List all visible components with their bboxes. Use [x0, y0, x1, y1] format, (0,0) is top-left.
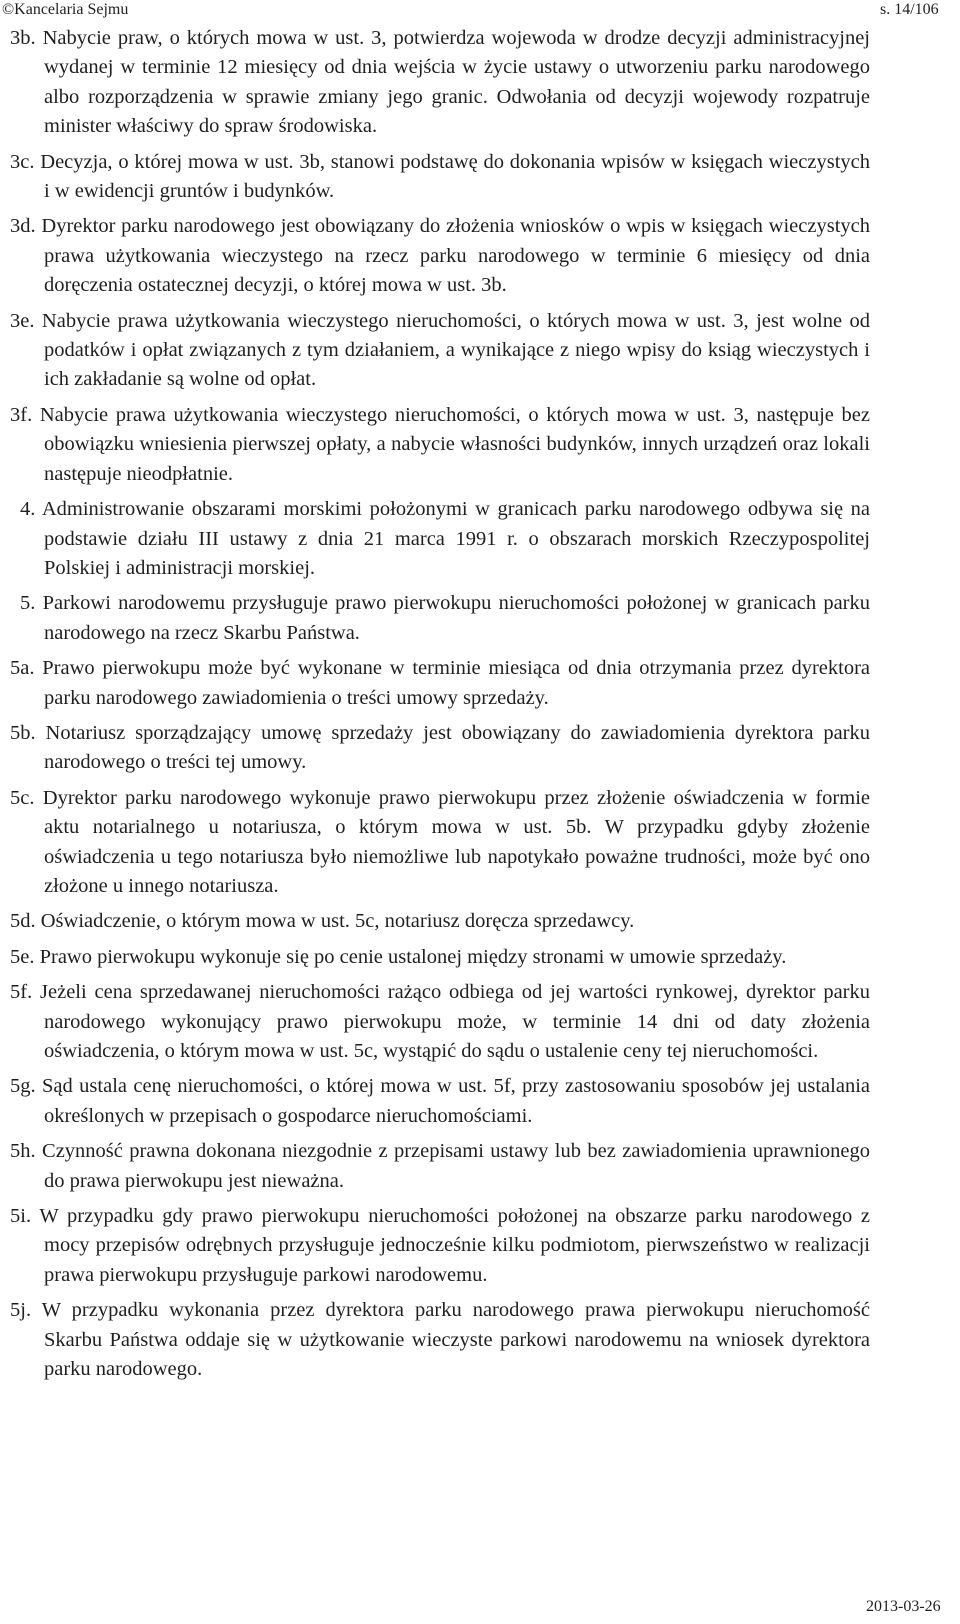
paragraph-5d [10, 907, 870, 936]
paragraph-5c [10, 784, 870, 902]
paragraph-text: W przypadku gdy prawo pierwokupu nieruchomości położonej na obszarze parku narodowego z mocy przepisów odrębnych przysługuje jednocześnie kilku podmiotom, pierwszeństwo w realizacji prawa pierwokupu przysługuje parkowi narodowemu. [39, 1205, 870, 1286]
paragraph-text: Czynność prawna dokonana niezgodnie z przepisami ustawy lub bez zawiadomienia uprawnionego do prawa pierwokupu jest nieważna. [42, 1140, 870, 1192]
paragraph-text: Nabycie prawa użytkowania wieczystego nieruchomości, o których mowa w ust. 3, jest wolne od podatków i opłat związanych z tym działaniem, a wynikające z niego wpisy do ksiąg wieczystych i ich zakładanie są wolne od opłat. [41, 309, 871, 391]
document-body [10, 24, 870, 1390]
paragraph-text: Dyrektor parku narodowego jest obowiązany do złożenia wniosków o wpis w księgach wieczystych prawa użytkowania wieczystego na rzecz parku narodowego w terminie 6 miesięcy od dnia doręczenia ostatecznej decyzji, o której mowa w ust. 3b. [41, 215, 870, 297]
paragraph-3f [10, 401, 870, 489]
paragraph-number: 5j. [10, 1299, 32, 1322]
paragraph-text: Decyzja, o której mowa w ust. 3b, stanowi podstawę do dokonania wpisów w księgach wieczystych i w ewidencji gruntów i budynków. [40, 150, 870, 203]
paragraph-number: 3f. [10, 403, 33, 426]
paragraph-number: 4. [20, 498, 36, 521]
paragraph-number: 3e. [10, 309, 35, 332]
paragraph-3c [10, 148, 870, 207]
paragraph-text: W przypadku wykonania przez dyrektora parku narodowego prawa pierwokupu nieruchomość Skarbu Państwa oddaje się w użytkowanie wieczyste parkowi narodowemu na wniosek dyrektora parku narodowego. [41, 1299, 870, 1381]
paragraph-text: Prawo pierwokupu wykonuje się po cenie ustalonej między stronami w umowie sprzedaży. [39, 945, 787, 968]
paragraph-text: Administrowanie obszarami morskimi położonymi w granicach parku narodowego odbywa się na podstawie działu III ustawy z dnia 21 marca 1991 r. o obszarach morskich Rzeczypospolitej Polskiej i administracji morskiej. [41, 498, 870, 579]
paragraph-number: 3d. [10, 215, 36, 238]
page-number: s. 14/106 [880, 1, 939, 18]
paragraph-number: 5c. [10, 786, 35, 809]
paragraph-3b [10, 24, 870, 142]
paragraph-text: Oświadczenie, o którym mowa w ust. 5c, notariusz doręcza sprzedawcy. [40, 910, 635, 933]
paragraph-number: 5b. [10, 721, 36, 744]
paragraph-5b [10, 719, 870, 778]
paragraph-number: 3b. [10, 27, 36, 49]
paragraph-5f [10, 978, 870, 1066]
paragraph-number: 5f. [10, 981, 33, 1004]
paragraph-number: 5a. [10, 657, 35, 680]
paragraph-5h [10, 1137, 870, 1196]
paragraph-5i [10, 1202, 870, 1290]
paragraph-3e [10, 307, 870, 395]
paragraph-number: 5e. [10, 945, 35, 968]
paragraph-3d [10, 212, 870, 300]
paragraph-text: Jeżeli cena sprzedawanej nieruchomości rażąco odbiega od jej wartości rynkowej, dyrektor parku narodowego wykonujący prawo pierwokupu może, w terminie 14 dni od daty złożenia oświadczenia, o którym mowa w ust. 5c, wystąpić do sądu o ustalenie ceny tej nieruchomości. [40, 981, 870, 1062]
paragraph-text: Sąd ustala cenę nieruchomości, o której mowa w ust. 5f, przy zastosowaniu sposobów jej ustalania określonych w przepisach o gospodarce nieruchomościami. [42, 1075, 870, 1127]
paragraph-5e [10, 943, 870, 972]
paragraph-number: 5. [20, 592, 36, 615]
paragraph-number: 3c. [10, 150, 35, 173]
paragraph-4 [10, 495, 870, 583]
paragraph-text: Notariusz sporządzający umowę sprzedaży jest obowiązany do zawiadomienia dyrektora parku narodowego o treści tej umowy. [44, 721, 870, 774]
paragraph-number: 5h. [10, 1140, 36, 1163]
paragraph-text: Nabycie prawa użytkowania wieczystego nieruchomości, o których mowa w ust. 3, następuje bez obowiązku wniesienia pierwszej opłaty, a nabycie własności budynków, innych urządzeń oraz lokali następuje nieodpłatnie. [39, 403, 871, 485]
page-footer [0, 1596, 960, 1620]
paragraph-text: Parkowi narodowemu przysługuje prawo pierwokupu nieruchomości położonej w granicach parku narodowego na rzecz Skarbu Państwa. [42, 592, 871, 644]
paragraph-5g [10, 1072, 870, 1131]
paragraph-text: Prawo pierwokupu może być wykonane w terminie miesiąca od dnia otrzymania przez dyrektora parku narodowego zawiadomienia o treści umowy sprzedaży. [42, 657, 871, 709]
document-date: 2013-03-26 [866, 1598, 941, 1615]
paragraph-text: Dyrektor parku narodowego wykonuje prawo pierwokupu przez złożenie oświadczenia w formie aktu notarialnego u notariusza, o którym mowa w ust. 5b. W przypadku gdyby złożenie oświadczenia u tego notariusza było niemożliwe lub napotykało poważne trudności, może być ono złożone u innego notariusza. [42, 786, 871, 897]
page-header [0, 0, 960, 24]
paragraph-text: Nabycie praw, o których mowa w ust. 3, potwierdza wojewoda w drodze decyzji administracyjnej wydanej w terminie 12 miesięcy od dnia wejścia w życie ustawy o utworzeniu parku narodowego albo rozporządzenia w sprawie zmiany jego granic. Odwołania od decyzji wojewody rozpatruje minister właściwy do spraw środowiska. [42, 27, 871, 138]
paragraph-number: 5g. [10, 1075, 36, 1098]
paragraph-5j [10, 1296, 870, 1384]
paragraph-number: 5i. [10, 1205, 32, 1228]
copyright-notice: ©Kancelaria Sejmu [2, 1, 129, 18]
paragraph-5a [10, 654, 870, 713]
paragraph-5 [10, 589, 870, 648]
paragraph-number: 5d. [10, 910, 36, 933]
